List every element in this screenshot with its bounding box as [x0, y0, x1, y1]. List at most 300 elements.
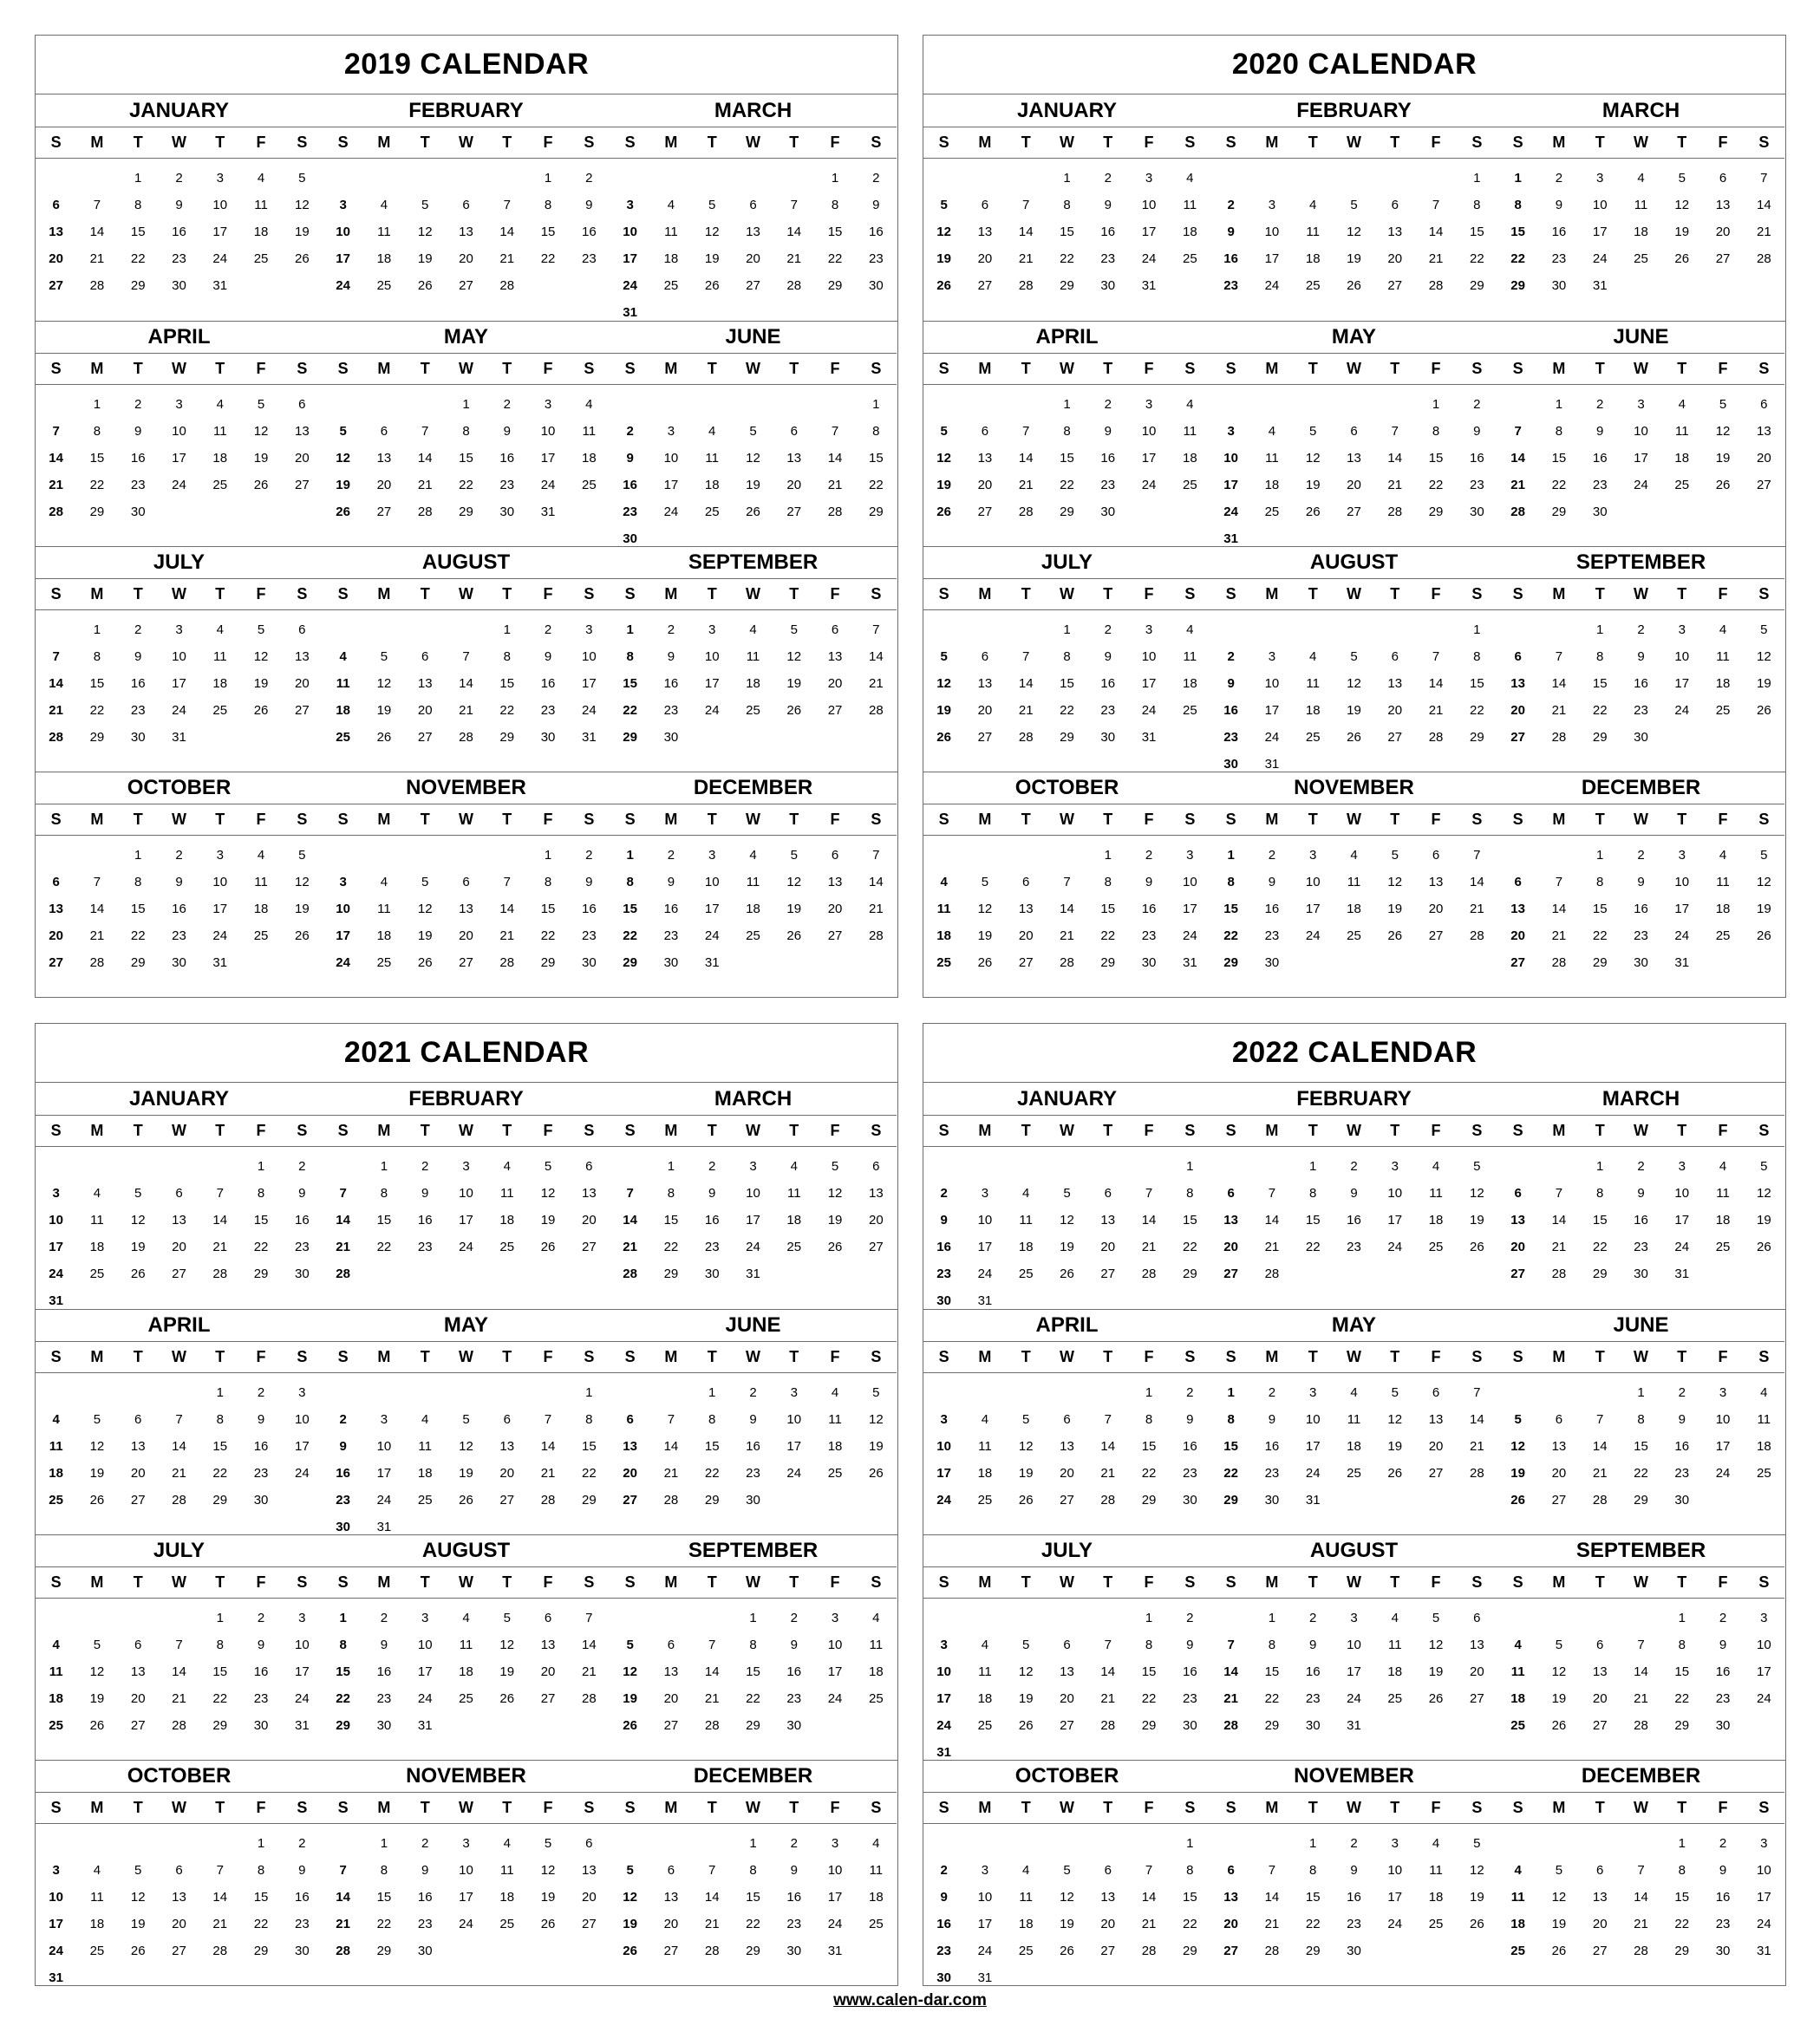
day-cell: 21 — [1100, 1691, 1116, 1706]
day-cell: 23 — [417, 1240, 433, 1254]
day-cell: 28 — [212, 1944, 228, 1958]
day-cell: 6 — [1227, 1863, 1235, 1878]
day-cell: 15 — [1674, 1664, 1690, 1679]
day-cell: 19 — [1756, 676, 1771, 691]
weekday-header: T — [1308, 359, 1318, 377]
day-cell: 14 — [1469, 875, 1484, 889]
day-cell: 23 — [130, 703, 146, 718]
week-row — [923, 245, 1210, 272]
day-cell: 20 — [977, 478, 993, 492]
weekday-header: S — [871, 1121, 882, 1139]
weekday-header: T — [420, 133, 430, 151]
weekday-header: W — [1633, 1798, 1648, 1816]
day-cell: 30 — [704, 1267, 720, 1281]
day-cell — [1661, 724, 1702, 751]
day-cell: 7 — [503, 875, 511, 889]
month-name: SEPTEMBER — [1497, 1535, 1784, 1567]
day-cell: 5 — [626, 1638, 634, 1652]
day-cell — [1497, 1830, 1538, 1857]
weekday-header: T — [215, 1347, 225, 1365]
day-cell: 20 — [1223, 1240, 1238, 1254]
day-cell: 10 — [1141, 424, 1157, 439]
day-cell — [323, 616, 363, 643]
day-cell: 21 — [868, 676, 884, 691]
weekday-header: S — [50, 359, 62, 377]
weekday-header-row — [923, 1115, 1210, 1147]
day-cell: 14 — [868, 875, 884, 889]
day-cell: 9 — [1678, 1412, 1686, 1427]
weekday-header: F — [830, 1347, 840, 1365]
weekday-header: F — [1431, 1121, 1441, 1139]
week-row — [36, 1911, 323, 1938]
day-cell: 25 — [1674, 478, 1690, 492]
day-cell: 28 — [1223, 1718, 1238, 1733]
day-cell: 4 — [380, 875, 388, 889]
day-cell: 4 — [380, 198, 388, 212]
day-cell: 10 — [1674, 875, 1690, 889]
weekday-header: M — [664, 810, 678, 828]
day-cell: 27 — [663, 1944, 679, 1958]
day-cell: 20 — [581, 1213, 597, 1228]
day-cell: 6 — [981, 424, 989, 439]
day-cell: 1 — [1309, 1836, 1317, 1851]
day-cell: 7 — [93, 198, 101, 212]
day-cell: 12 — [130, 1213, 146, 1228]
day-cell: 3 — [462, 1836, 470, 1851]
day-cell: 21 — [1634, 1917, 1648, 1931]
day-cell: 28 — [1141, 1944, 1157, 1958]
day-cell: 11 — [828, 1412, 842, 1427]
day-cell: 8 — [1227, 1412, 1235, 1427]
day-cell: 5 — [940, 424, 948, 439]
day-cell — [323, 842, 363, 869]
day-cell: 22 — [499, 703, 515, 718]
day-cell: 21 — [1551, 1240, 1567, 1254]
day-cell: 22 — [623, 928, 637, 943]
day-cell: 13 — [827, 875, 843, 889]
day-cell — [1334, 1487, 1374, 1514]
day-cell: 6 — [1514, 649, 1522, 664]
day-cell: 7 — [790, 198, 798, 212]
day-cell — [76, 842, 117, 869]
day-cell: 5 — [981, 875, 989, 889]
month-block — [323, 1084, 610, 1309]
weekday-header: W — [1633, 133, 1648, 151]
week-row — [1210, 1911, 1497, 1938]
day-cell: 17 — [540, 451, 556, 466]
day-cell: 30 — [294, 1267, 310, 1281]
day-cell: 3 — [175, 397, 183, 412]
week-row — [36, 1964, 323, 1991]
day-cell: 11 — [254, 875, 268, 889]
day-cell: 22 — [540, 251, 556, 266]
day-cell: 10 — [1223, 451, 1238, 466]
week-row — [1497, 1379, 1784, 1406]
day-cell: 19 — [623, 1691, 637, 1706]
year-calendar-panel — [923, 1023, 1786, 1986]
weekday-header: S — [871, 810, 882, 828]
day-cell: 16 — [1264, 1439, 1280, 1454]
day-cell: 9 — [1637, 1186, 1645, 1201]
day-cell: 6 — [981, 198, 989, 212]
day-cell — [446, 1938, 486, 1964]
day-cell: 28 — [1018, 505, 1034, 519]
day-cell: 2 — [872, 171, 880, 186]
day-cell: 20 — [1428, 1439, 1444, 1454]
day-cell: 15 — [746, 1664, 760, 1679]
day-cell — [118, 1379, 159, 1406]
day-cell — [964, 1830, 1005, 1857]
day-cell: 20 — [1469, 1664, 1484, 1679]
day-cell: 26 — [130, 1267, 146, 1281]
day-cell: 1 — [1514, 171, 1522, 186]
day-cell: 8 — [339, 1638, 347, 1652]
day-cell: 9 — [708, 1186, 716, 1201]
month-block — [1497, 1761, 1784, 1986]
day-cell: 9 — [749, 1412, 757, 1427]
day-cell: 16 — [1305, 1664, 1321, 1679]
day-cell: 18 — [827, 1439, 843, 1454]
day-cell: 19 — [130, 1917, 146, 1931]
day-cell: 25 — [1510, 1944, 1525, 1958]
day-cell: 10 — [1305, 875, 1321, 889]
day-cell: 17 — [1674, 902, 1690, 916]
month-block — [1497, 547, 1784, 772]
day-cell: 17 — [623, 251, 637, 266]
weekday-header: T — [1308, 1347, 1318, 1365]
year-calendar-panel — [35, 35, 898, 998]
day-cell — [323, 391, 363, 418]
day-cell — [964, 1153, 1005, 1180]
week-row — [610, 643, 897, 670]
day-cell: 30 — [868, 278, 884, 293]
week-row — [323, 1658, 610, 1685]
day-cell: 23 — [294, 1917, 310, 1931]
weekday-header: T — [133, 810, 143, 828]
weekday-header: F — [256, 359, 266, 377]
day-cell: 13 — [623, 1439, 637, 1454]
day-cell: 23 — [253, 1691, 269, 1706]
days-grid — [1497, 1153, 1784, 1287]
weekday-header: M — [377, 1121, 391, 1139]
day-cell: 12 — [623, 1664, 637, 1679]
day-cell — [923, 1379, 964, 1406]
day-cell: 9 — [1145, 875, 1153, 889]
weekday-header: F — [1718, 133, 1728, 151]
day-cell: 16 — [336, 1466, 350, 1481]
day-cell: 21 — [499, 928, 515, 943]
weekday-header: S — [1184, 810, 1196, 828]
month-name: FEBRUARY — [1210, 95, 1497, 127]
weekday-header: T — [1677, 810, 1687, 828]
day-cell — [1621, 1830, 1661, 1857]
day-cell: 28 — [704, 1718, 720, 1733]
weekday-header: S — [1471, 1347, 1483, 1365]
weekday-header: S — [337, 1573, 349, 1591]
day-cell: 17 — [1674, 1213, 1690, 1228]
weekday-header: S — [1512, 584, 1523, 602]
day-cell: 8 — [1514, 198, 1522, 212]
weekday-header: S — [50, 584, 62, 602]
day-cell: 9 — [1227, 225, 1235, 239]
day-cell: 20 — [49, 251, 63, 266]
day-cell: 13 — [1387, 225, 1403, 239]
weekday-header: T — [707, 1347, 717, 1365]
day-cell: 28 — [1100, 1493, 1116, 1508]
days-grid — [36, 165, 323, 299]
month-name: NOVEMBER — [323, 772, 610, 804]
week-row — [323, 1153, 610, 1180]
week-row — [1497, 869, 1784, 896]
day-cell: 25 — [253, 928, 269, 943]
day-cell: 30 — [1100, 505, 1116, 519]
day-cell: 26 — [786, 928, 802, 943]
day-cell: 21 — [49, 478, 63, 492]
day-cell: 3 — [1145, 171, 1153, 186]
weekday-header: W — [171, 133, 186, 151]
day-cell: 11 — [705, 451, 719, 466]
month-name: APRIL — [923, 322, 1210, 354]
day-cell: 22 — [376, 1240, 392, 1254]
day-cell: 18 — [1018, 1240, 1034, 1254]
day-cell: 31 — [1674, 1267, 1690, 1281]
day-cell: 13 — [294, 649, 310, 664]
day-cell: 22 — [1141, 1466, 1157, 1481]
weekday-header-row — [36, 127, 323, 159]
day-cell: 11 — [1510, 1890, 1525, 1905]
day-cell: 29 — [581, 1493, 597, 1508]
week-row — [610, 1605, 897, 1631]
day-cell: 15 — [336, 1664, 350, 1679]
calendar-title: 2020 CALENDAR — [923, 36, 1785, 94]
weekday-header: S — [624, 133, 636, 151]
day-cell — [1293, 165, 1334, 192]
day-cell — [1374, 949, 1415, 976]
week-row — [1497, 192, 1784, 218]
day-cell: 16 — [376, 1664, 392, 1679]
day-cell — [1374, 616, 1415, 643]
day-cell: 28 — [212, 1267, 228, 1281]
day-cell: 21 — [1100, 1466, 1116, 1481]
day-cell: 19 — [89, 1691, 105, 1706]
day-cell: 29 — [1060, 278, 1074, 293]
day-cell: 26 — [540, 1240, 556, 1254]
day-cell: 23 — [663, 703, 679, 718]
website-footer[interactable]: www.calen-dar.com — [833, 1991, 987, 2009]
day-cell: 23 — [1592, 478, 1608, 492]
weekday-header: T — [502, 1121, 512, 1139]
day-cell: 1 — [1145, 1611, 1153, 1625]
weekday-header: M — [1552, 133, 1566, 151]
week-row — [1497, 1658, 1784, 1685]
day-cell: 16 — [1223, 703, 1238, 718]
weekday-header: W — [1059, 1798, 1074, 1816]
day-cell — [569, 498, 610, 525]
day-cell: 5 — [134, 1186, 142, 1201]
day-cell: 23 — [499, 478, 515, 492]
day-cell — [1251, 165, 1292, 192]
day-cell: 8 — [831, 198, 839, 212]
day-cell: 10 — [1592, 198, 1608, 212]
weekday-header-row — [1210, 578, 1497, 610]
day-cell: 18 — [1428, 1890, 1444, 1905]
days-grid — [1497, 1830, 1784, 1964]
month-block — [923, 322, 1210, 547]
weekday-header: S — [297, 133, 308, 151]
week-row — [923, 1631, 1210, 1658]
day-cell: 7 — [52, 649, 60, 664]
month-name: APRIL — [36, 322, 323, 354]
day-cell: 23 — [1347, 1917, 1361, 1931]
day-cell: 19 — [1756, 1213, 1771, 1228]
weekday-header: F — [1431, 133, 1441, 151]
weekday-header: F — [256, 1347, 266, 1365]
day-cell: 10 — [581, 649, 597, 664]
day-cell: 15 — [89, 676, 105, 691]
day-cell: 13 — [746, 225, 760, 239]
day-cell: 11 — [978, 1664, 992, 1679]
day-cell: 10 — [49, 1890, 63, 1905]
day-cell: 16 — [1715, 1890, 1731, 1905]
day-cell: 4 — [1186, 622, 1194, 637]
week-row — [323, 643, 610, 670]
month-name: NOVEMBER — [323, 1761, 610, 1793]
day-cell: 19 — [417, 251, 433, 266]
day-cell: 10 — [459, 1186, 473, 1201]
day-cell: 1 — [1309, 1159, 1317, 1174]
day-cell — [1006, 1379, 1047, 1406]
day-cell: 2 — [1637, 848, 1645, 863]
weekday-header-row — [323, 1566, 610, 1599]
day-cell: 11 — [1306, 676, 1320, 691]
day-cell: 12 — [1018, 1439, 1034, 1454]
day-cell: 17 — [49, 1917, 63, 1931]
day-cell: 28 — [1387, 505, 1403, 519]
day-cell: 25 — [704, 505, 720, 519]
weekday-header: S — [1758, 584, 1770, 602]
day-cell: 13 — [663, 1664, 679, 1679]
weekday-header: T — [1595, 1573, 1605, 1591]
weekday-header: T — [1103, 584, 1113, 602]
day-cell — [814, 1260, 855, 1287]
weekday-header-row — [610, 804, 897, 836]
day-cell: 10 — [977, 1213, 993, 1228]
day-cell: 17 — [459, 1890, 473, 1905]
day-cell: 10 — [1715, 1412, 1731, 1427]
day-cell: 16 — [1141, 902, 1157, 916]
day-cell — [199, 1153, 240, 1180]
week-row — [610, 1234, 897, 1260]
day-cell: 12 — [253, 649, 269, 664]
day-cell: 17 — [172, 676, 186, 691]
weekday-header: S — [1512, 359, 1523, 377]
weekday-header: T — [707, 1573, 717, 1591]
days-grid — [36, 1605, 323, 1739]
day-cell: 21 — [1756, 225, 1771, 239]
week-row — [1497, 896, 1784, 922]
day-cell: 12 — [1305, 451, 1321, 466]
day-cell: 21 — [1387, 478, 1403, 492]
weekday-header: T — [215, 810, 225, 828]
weekday-header: W — [1059, 1121, 1074, 1139]
day-cell — [1621, 498, 1661, 525]
day-cell: 5 — [1678, 171, 1686, 186]
day-cell — [446, 1260, 486, 1287]
day-cell — [856, 1712, 897, 1739]
day-cell — [923, 391, 964, 418]
day-cell: 7 — [872, 848, 880, 863]
day-cell: 2 — [1227, 649, 1235, 664]
day-cell: 28 — [172, 1718, 186, 1733]
weekday-header: T — [133, 1121, 143, 1139]
day-cell: 6 — [421, 649, 429, 664]
day-cell: 18 — [499, 1213, 515, 1228]
day-cell — [1538, 842, 1579, 869]
day-cell: 8 — [216, 1638, 224, 1652]
day-cell — [856, 1260, 897, 1287]
week-row — [923, 1379, 1210, 1406]
weekday-header: S — [1184, 1121, 1196, 1139]
day-cell: 6 — [1432, 848, 1440, 863]
day-cell: 23 — [936, 1944, 951, 1958]
day-cell: 5 — [940, 649, 948, 664]
day-cell: 27 — [172, 1944, 186, 1958]
day-cell: 14 — [827, 451, 843, 466]
day-cell: 26 — [1469, 1240, 1484, 1254]
day-cell: 27 — [581, 1917, 597, 1931]
day-cell: 12 — [253, 424, 269, 439]
day-cell: 24 — [1387, 1240, 1403, 1254]
day-cell: 15 — [1060, 676, 1074, 691]
weekday-header: F — [1431, 359, 1441, 377]
day-cell: 21 — [1428, 251, 1444, 266]
day-cell: 3 — [831, 1611, 839, 1625]
week-row — [1210, 1938, 1497, 1964]
quarter-row — [36, 1309, 897, 1535]
week-row — [36, 165, 323, 192]
weekday-header: T — [707, 810, 717, 828]
day-cell: 15 — [1592, 902, 1608, 916]
day-cell: 22 — [376, 1917, 392, 1931]
day-cell: 5 — [93, 1638, 101, 1652]
day-cell: 4 — [981, 1638, 989, 1652]
day-cell: 22 — [89, 478, 105, 492]
day-cell: 4 — [216, 397, 224, 412]
day-cell: 6 — [981, 649, 989, 664]
week-row — [36, 272, 323, 299]
day-cell: 30 — [1715, 1944, 1731, 1958]
day-cell: 24 — [172, 478, 186, 492]
day-cell: 12 — [130, 1890, 146, 1905]
day-cell: 16 — [704, 1213, 720, 1228]
day-cell: 14 — [1428, 225, 1444, 239]
day-cell — [36, 616, 76, 643]
day-cell: 20 — [786, 478, 802, 492]
day-cell: 12 — [1756, 1186, 1771, 1201]
day-cell: 25 — [1264, 505, 1280, 519]
day-cell: 22 — [623, 703, 637, 718]
weekday-header: T — [1308, 584, 1318, 602]
month-block — [323, 322, 610, 547]
day-cell: 21 — [704, 1691, 720, 1706]
day-cell: 3 — [1309, 1385, 1317, 1400]
day-cell: 31 — [1674, 955, 1690, 970]
day-cell: 27 — [49, 955, 63, 970]
day-cell: 23 — [581, 928, 597, 943]
weekday-header: S — [1184, 359, 1196, 377]
day-cell: 3 — [981, 1186, 989, 1201]
day-cell: 24 — [1347, 1691, 1361, 1706]
